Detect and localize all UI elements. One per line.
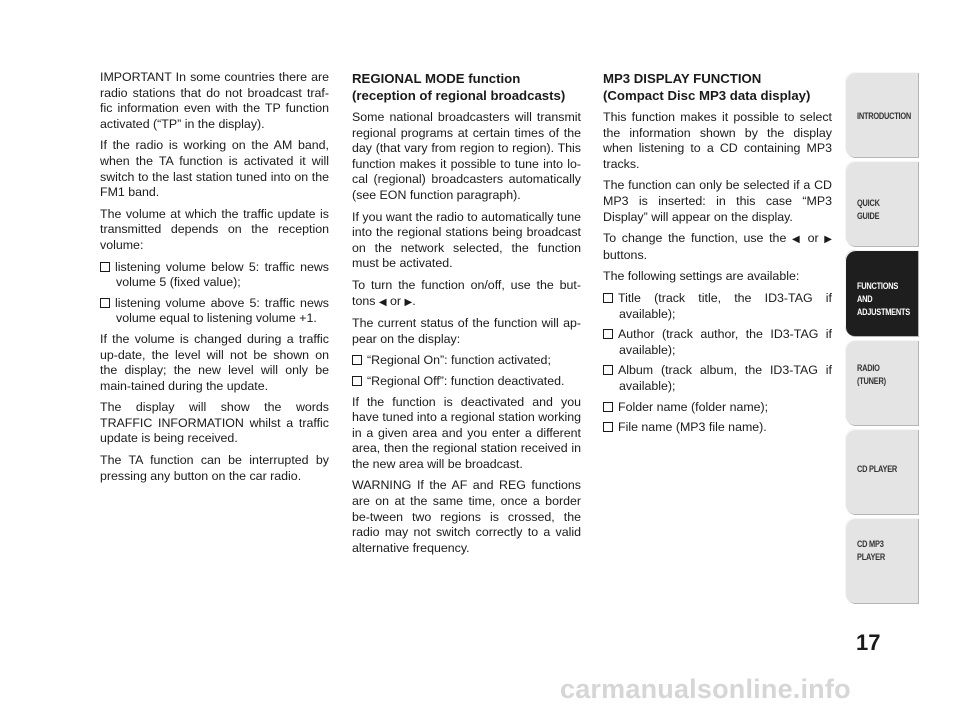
checkbox-bullet-icon <box>100 298 110 308</box>
checkbox-bullet-icon <box>603 422 613 432</box>
left-arrow-icon: ◀ <box>792 234 802 246</box>
tab-label: QUICK GUIDE <box>857 198 880 222</box>
section-tabs <box>845 72 918 607</box>
list-item: Author (track author, the ID3-TAG if available); <box>603 327 832 358</box>
traffic-display-paragraph: The display will show the words TRAFFIC INFORMATION whilst a traffic update is being received. <box>100 400 329 446</box>
tab-functions-and-adjustments[interactable] <box>845 250 918 336</box>
tab-label: FUNCTIONS AND ADJUSTMENTS <box>857 281 911 318</box>
regional-deactivated-paragraph: If the function is deactivated and you have tuned into a regional station working in a given area and you enter a different area, then the regional station received in the new area will be broadcast. <box>352 394 581 471</box>
checkbox-bullet-icon <box>603 365 613 375</box>
checkbox-bullet-icon <box>352 355 362 365</box>
regional-intro-paragraph: Some national broadcasters will transmit regional programs at certain times of the day (that vary from region to region). This function makes it possible to tune into lo-cal (regional) broadcasters automatically (see EON function paragraph). <box>352 110 581 202</box>
mp3-intro-paragraph: This function makes it possible to select the information shown by the display when listening to a CD containing MP3 tracks. <box>603 110 832 171</box>
mp3-settings-paragraph: The following settings are available: <box>603 269 800 284</box>
page-number: 17 <box>856 630 881 655</box>
left-arrow-icon: ◀ <box>378 296 387 308</box>
list-item: “Regional Off”: function deactivated. <box>352 374 581 390</box>
volume-change-paragraph: If the volume is changed during a traffic up-date, the level will not be shown on the display; the new level will only be main-tained during the update. <box>100 331 329 393</box>
checkbox-bullet-icon <box>603 329 613 339</box>
mp3-display-heading: MP3 DISPLAY FUNCTION (Compact Disc MP3 data display) <box>603 71 811 103</box>
regional-buttons-paragraph: To turn the function on/off, use the but-tons ◀ or ▶. <box>352 277 581 308</box>
tab-label: CD PLAYER <box>857 464 898 475</box>
column-regional-mode <box>352 70 581 562</box>
mp3-buttons-paragraph: To change the function, use the ◀ or ▶ buttons. <box>603 231 832 262</box>
column-mp3-display <box>603 70 832 441</box>
important-paragraph: IMPORTANT In some countries there are radio stations that do not broadcast traf-fic information even with the TP function activated (“TP” in the display). <box>100 70 329 131</box>
volume-paragraph: The volume at which the traffic update is transmitted depends on the reception volume: <box>100 206 329 252</box>
tab-radio-tuner[interactable] <box>845 340 918 425</box>
column-traffic-info <box>100 70 329 490</box>
tab-cd-mp3-player[interactable] <box>845 518 918 603</box>
tab-label: RADIO (TUNER) <box>857 363 886 387</box>
list-item: listening volume below 5: traffic news volume 5 (fixed value); <box>100 260 329 291</box>
checkbox-bullet-icon <box>100 262 110 272</box>
list-item: Folder name (folder name); <box>603 400 832 416</box>
list-item: listening volume above 5: traffic news volume equal to listening volume +1. <box>100 296 329 327</box>
checkbox-bullet-icon <box>603 293 613 303</box>
ta-interrupt-paragraph: The TA function can be interrupted by pressing any button on the car radio. <box>100 453 329 483</box>
right-arrow-icon: ▶ <box>824 234 832 246</box>
tab-introduction[interactable] <box>845 72 918 157</box>
list-item: File name (MP3 file name). <box>603 420 832 436</box>
list-item: Title (track title, the ID3-TAG if available); <box>603 291 832 322</box>
tab-cd-player[interactable] <box>845 429 918 514</box>
am-band-paragraph: If the radio is working on the AM band, when the TA function is activated it will switch to the last station tuned into on the FM1 band. <box>100 138 329 200</box>
tab-quick-guide[interactable] <box>845 161 918 246</box>
list-item: “Regional On”: function activated; <box>352 353 581 369</box>
regional-activate-paragraph: If you want the radio to automatically tune into the regional stations being broadcast on the network selected, the function must be activated. <box>352 209 581 271</box>
list-item: Album (track album, the ID3-TAG if available); <box>603 363 832 394</box>
right-arrow-icon: ▶ <box>404 296 413 308</box>
mp3-select-paragraph: The function can only be selected if a CD MP3 is inserted: in this case “MP3 Display” will appear on the display. <box>603 178 832 224</box>
regional-mode-heading: REGIONAL MODE function (reception of regional broadcasts) <box>352 71 566 103</box>
regional-warning-paragraph: WARNING If the AF and REG functions are on at the same time, once a border be-tween two regions is crossed, the radio may not switch correctly to a valid alternative frequency. <box>352 478 581 555</box>
regional-status-paragraph: The current status of the function will ap-pear on the display: <box>352 316 581 346</box>
checkbox-bullet-icon <box>352 376 362 386</box>
watermark-text: carmanualsonline.info <box>560 674 851 704</box>
tab-label: CD MP3 PLAYER <box>857 539 885 563</box>
tab-label: INTRODUCTION <box>857 111 912 122</box>
checkbox-bullet-icon <box>603 402 613 412</box>
